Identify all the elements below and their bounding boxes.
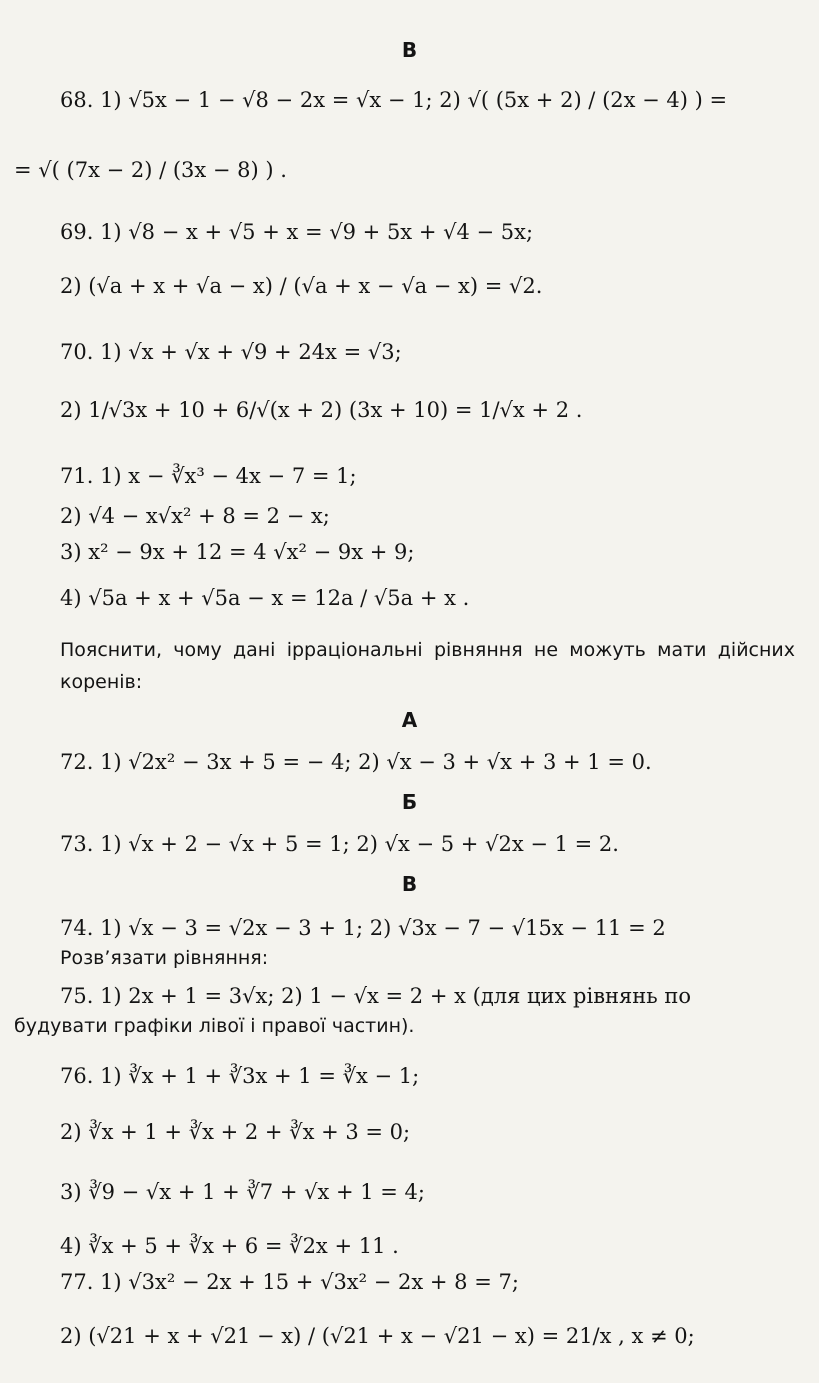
problem-71-line3: 3) x² − 9x + 12 = 4 √x² − 9x + 9; [60, 540, 415, 564]
section-heading-a: А [401, 708, 418, 732]
problem-71-line1: 71. 1) x − ∛x³ − 4x − 7 = 1; [60, 464, 357, 488]
problem-75-line2: будувати графіки лівої і правої частин). [14, 1015, 415, 1037]
section-heading-v: В [401, 38, 418, 62]
section-heading-b: Б [401, 790, 418, 814]
problem-68-line1: 68. 1) √5x − 1 − √8 − 2x = √x − 1; 2) √( (5x + 2) / (2x − 4) ) = [60, 88, 728, 112]
section-heading-v2: В [401, 872, 418, 896]
problem-71-line4: 4) √5a + x + √5a − x = 12a / √5a + x . [60, 586, 470, 610]
problem-70-line1: 70. 1) √x + √x + √9 + 24x = √3; [60, 340, 402, 364]
problem-70-line2: 2) 1/√3x + 10 + 6/√(x + 2) (3x + 10) = 1/√x + 2 . [60, 398, 583, 422]
problem-74: 74. 1) √x − 3 = √2x − 3 + 1; 2) √3x − 7 − √15x − 11 = 2 [60, 916, 666, 940]
problem-77-line1: 77. 1) √3x² − 2x + 15 + √3x² − 2x + 8 = 7; [60, 1270, 519, 1294]
problem-76-line4: 4) ∛x + 5 + ∛x + 6 = ∛2x + 11 . [60, 1234, 399, 1258]
problem-73: 73. 1) √x + 2 − √x + 5 = 1; 2) √x − 5 + √2x − 1 = 2. [60, 832, 619, 856]
problem-77-line2: 2) (√21 + x + √21 − x) / (√21 + x − √21 − x) = 21/x , x ≠ 0; [60, 1324, 695, 1348]
problem-76-line3: 3) ∛9 − √x + 1 + ∛7 + √x + 1 = 4; [60, 1180, 425, 1204]
problem-71-line2: 2) √4 − x√x² + 8 = 2 − x; [60, 504, 330, 528]
problem-75-line1: 75. 1) 2x + 1 = 3√x; 2) 1 − √x = 2 + x (для цих рівнянь по [60, 984, 692, 1008]
problem-76-line1: 76. 1) ∛x + 1 + ∛3x + 1 = ∛x − 1; [60, 1064, 420, 1088]
problem-76-line2: 2) ∛x + 1 + ∛x + 2 + ∛x + 3 = 0; [60, 1120, 411, 1144]
instruction-explain: Пояснити, чому дані ірраціональні рівняння не можуть мати дійсних коренів: [60, 639, 795, 693]
problem-72: 72. 1) √2x² − 3x + 5 = − 4; 2) √x − 3 + √x + 3 + 1 = 0. [60, 750, 652, 774]
problem-69-line1: 69. 1) √8 − x + √5 + x = √9 + 5x + √4 − 5x; [60, 220, 534, 244]
instruction-solve: Розв’язати рівняння: [60, 947, 269, 969]
problem-68-line2: = √( (7x − 2) / (3x − 8) ) . [14, 158, 287, 182]
problem-69-line2: 2) (√a + x + √a − x) / (√a + x − √a − x) = √2. [60, 274, 543, 298]
